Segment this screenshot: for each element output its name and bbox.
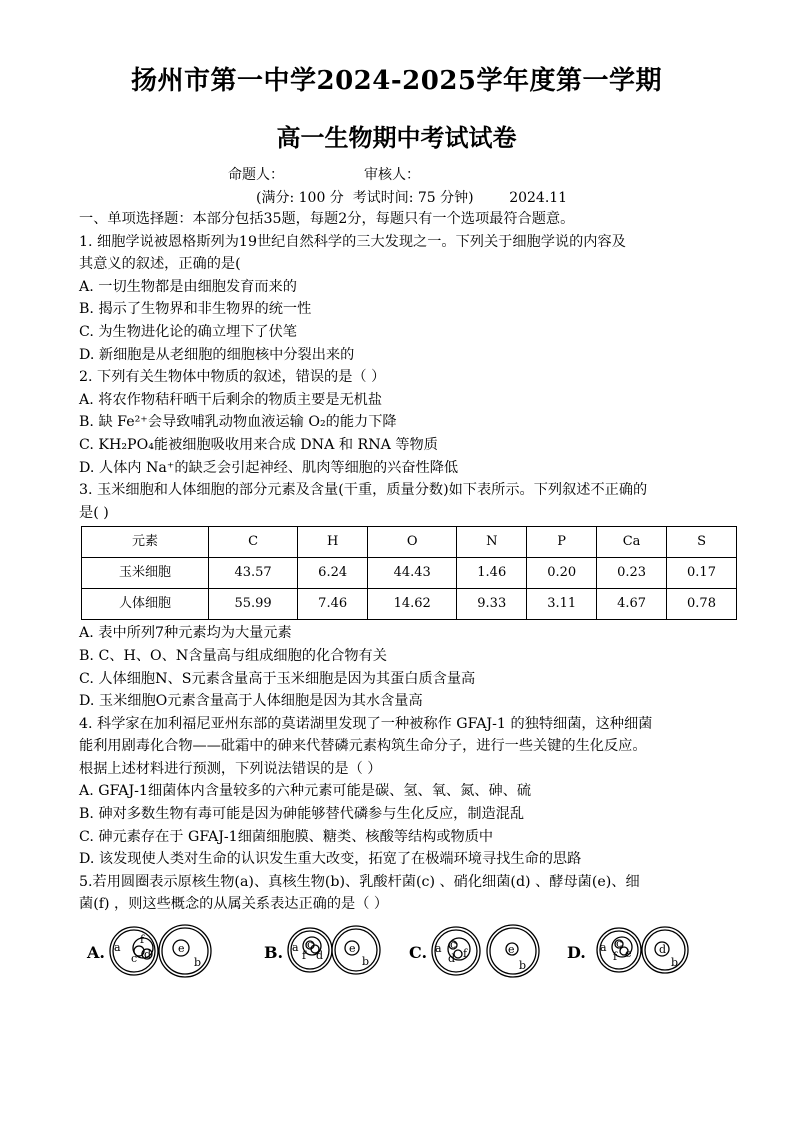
question-2 [79, 366, 739, 479]
circle-letter: c [307, 938, 314, 952]
table-cell: 14.62 [368, 589, 457, 620]
circle-letter: e [349, 942, 356, 956]
element-table [81, 526, 737, 620]
venn-diagram-c [431, 924, 561, 980]
table-header-cell: S [667, 527, 737, 558]
exam-info: (满分: 100 分 考试时间: 75 分钟) 2024.11 [256, 190, 568, 206]
table-cell: 0.17 [667, 558, 737, 589]
question-stem: 是( ) [79, 504, 109, 521]
table-cell: 6.24 [298, 558, 368, 589]
circle-letter: c [450, 938, 457, 952]
table-header-cell: C [209, 527, 298, 558]
option-b: B. 缺 Fe²⁺会导致哺乳动物血液运输 O₂的能力下降 [79, 414, 397, 431]
question-4 [79, 713, 739, 871]
figure-label: D. [567, 943, 586, 963]
question-5 [79, 871, 739, 982]
question-stem: 根据上述材料进行预测，下列说法错误的是（ ） [79, 760, 382, 777]
table-cell: 0.23 [597, 558, 667, 589]
section-heading: 一、单项选择题：本部分包括35题，每题2分，每题只有一个选项最符合题意。 [79, 211, 575, 227]
exam-content [79, 208, 739, 982]
reviewer-label: 审核人： [364, 167, 420, 183]
table-cell: 9.33 [457, 589, 527, 620]
option-a: A. 表中所列7种元素均为大量元素 [79, 625, 292, 642]
figure-label: A. [87, 943, 105, 963]
table-cell: 3.11 [527, 589, 597, 620]
table-cell: 1.46 [457, 558, 527, 589]
table-cell: 0.20 [527, 558, 597, 589]
venn-diagram-a [109, 924, 239, 980]
table-cell: 玉米细胞 [82, 558, 209, 589]
table-cell: 7.46 [298, 589, 368, 620]
circle-letter: d [316, 949, 324, 963]
table-header-cell: O [368, 527, 457, 558]
question-stem: 5.若用圆圈表示原核生物(a)、真核生物(b)、乳酸杆菌(c) 、硝化细菌(d) 、酵母菌(e)、细 [79, 873, 640, 890]
venn-figure-row [79, 918, 739, 982]
option-c: C. 砷元素存在于 GFAJ-1细菌细胞膜、糖类、核酸等结构或物质中 [79, 828, 494, 845]
circle-letter: c [131, 952, 138, 966]
circle-letter: e [625, 947, 632, 961]
table-cell: 55.99 [209, 589, 298, 620]
venn-diagram-d [589, 924, 709, 980]
circle-letter: d [659, 943, 667, 957]
option-c: C. 人体细胞N、S元素含量高于玉米细胞是因为其蛋白质含量高 [79, 670, 476, 687]
question-stem: 其意义的叙述，正确的是( [79, 256, 241, 273]
circle-letter: c [616, 937, 623, 951]
circle-letter: a [292, 941, 299, 955]
question-stem: 菌(f) ，则这些概念的从属关系表达正确的是（ ） [79, 896, 389, 913]
table-row [82, 589, 737, 620]
circle-letter: f [613, 950, 618, 964]
table-header-row [82, 527, 737, 558]
table-cell: 0.78 [667, 589, 737, 620]
circle-letter: e [178, 942, 185, 956]
question-stem: 4. 科学家在加利福尼亚州东部的莫诺湖里发现了一种被称作 GFAJ-1 的独特细菌，这种细菌 [79, 715, 653, 732]
circle-letter: a [435, 942, 442, 956]
question-stem: 2. 下列有关生物体中物质的叙述，错误的是（ ） [79, 369, 386, 386]
question-stem: 3. 玉米细胞和人体细胞的部分元素及含量(干重，质量分数)如下表所示。下列叙述不正确的 [79, 482, 648, 499]
venn-diagram-b [286, 924, 406, 980]
circle-letter: f [140, 933, 145, 947]
option-b: B. 砷对多数生物有毒可能是因为砷能够替代磷参与生化反应，制造混乱 [79, 806, 525, 823]
table-header-cell: N [457, 527, 527, 558]
table-header-cell: Ca [597, 527, 667, 558]
circle-letter: d [448, 952, 456, 966]
figure-label: B. [264, 943, 284, 963]
option-c: C. KH₂PO₄能被细胞吸收用来合成 DNA 和 RNA 等物质 [79, 436, 438, 453]
authors-line [228, 164, 500, 184]
question-1 [79, 231, 739, 367]
table-cell: 人体细胞 [82, 589, 209, 620]
table-cell: 44.43 [368, 558, 457, 589]
option-a: A. GFAJ-1细菌体内含量较多的六种元素可能是碳、氢、氧、氮、砷、硫 [79, 783, 532, 800]
table-row [82, 558, 737, 589]
circle-letter: f [302, 949, 307, 963]
question-stem: 能利用剧毒化合物——砒霜中的砷来代替磷元素构筑生命分子，进行一些关键的生化反应。 [79, 738, 647, 755]
circle-letter: b [362, 955, 370, 969]
table-header-cell: H [298, 527, 368, 558]
option-d: D. 玉米细胞O元素含量高于人体细胞是因为其水含量高 [79, 693, 423, 710]
option-a: A. 将农作物秸秆晒干后剩余的物质主要是无机盐 [79, 391, 383, 408]
figure-label: C. [409, 943, 428, 963]
option-d: D. 新细胞是从老细胞的细胞核中分裂出来的 [79, 346, 355, 363]
option-b: B. C、H、O、N含量高与组成细胞的化合物有关 [79, 647, 387, 664]
option-b: B. 揭示了生物界和非生物界的统一性 [79, 301, 312, 318]
circle-letter: b [671, 956, 679, 970]
table-header-cell: 元素 [82, 527, 209, 558]
circle-letter: a [114, 941, 121, 955]
option-d: D. 该发现使人类对生命的认识发生重大改变，拓宽了在极端环境寻找生命的思路 [79, 851, 582, 868]
table-header-cell: P [527, 527, 597, 558]
table-cell: 4.67 [597, 589, 667, 620]
circle-letter: d [144, 948, 152, 962]
option-a: A. 一切生物都是由细胞发育而来的 [79, 278, 297, 295]
question-3 [79, 479, 739, 713]
circle-letter: b [194, 956, 202, 970]
question-stem: 1. 细胞学说被恩格斯列为19世纪自然科学的三大发现之一。下列关于细胞学说的内容及 [79, 233, 626, 250]
table-cell: 43.57 [209, 558, 298, 589]
circle-letter: b [519, 959, 527, 973]
option-d: D. 人体内 Na⁺的缺乏会引起神经、肌肉等细胞的兴奋性降低 [79, 459, 459, 476]
circle-letter: f [463, 947, 468, 961]
circle-letter: e [508, 943, 515, 957]
circle-letter: a [600, 941, 607, 955]
exam-subtitle: 高一生物期中考试试卷 [276, 123, 517, 152]
author-label: 命题人： [228, 167, 284, 183]
option-c: C. 为生物进化论的确立埋下了伏笔 [79, 323, 297, 340]
exam-title: 扬州市第一中学2024-2025学年度第一学期 [130, 66, 663, 96]
